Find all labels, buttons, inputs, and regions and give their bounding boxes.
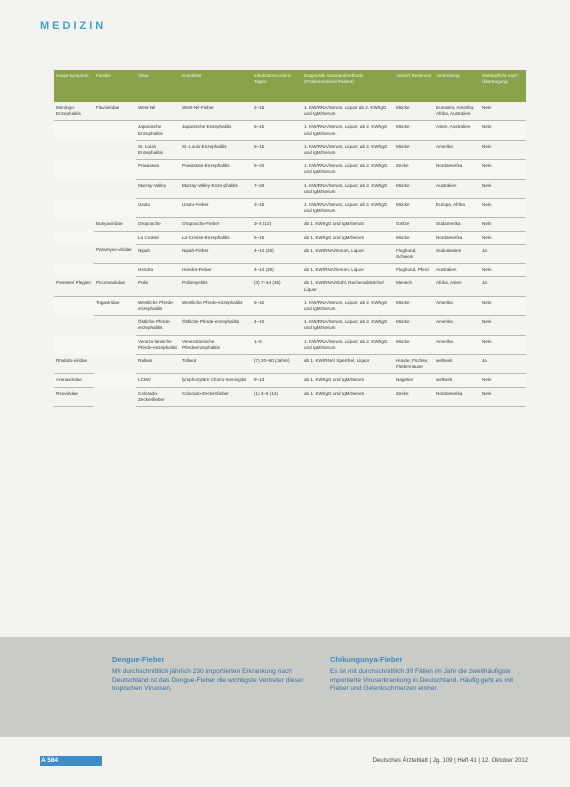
header-vektor: Vektor/ Reservoir xyxy=(394,70,434,102)
table-row xyxy=(54,102,526,121)
cell-familie xyxy=(94,121,136,140)
table-row xyxy=(54,179,526,198)
table-row xyxy=(54,264,526,277)
table-body xyxy=(54,102,526,407)
cell-krankheit: Powassan-Enzephalitis xyxy=(180,160,252,179)
cell-verbreitung: Amerika xyxy=(434,316,480,335)
cell-diagnostik: ab 1. KW/IgG und IgM/Serum xyxy=(302,231,394,244)
cell-krankheit: Östliche Pferde-enzephalitis xyxy=(180,316,252,335)
cell-virus: Usutu xyxy=(136,199,180,218)
cell-inkubationszeit: (1) 3–6 (14) xyxy=(252,387,302,406)
cell-verbreitung: Europa, Afrika xyxy=(434,199,480,218)
cell-familie xyxy=(94,199,136,218)
cell-inkubationszeit: 4–14 (30) xyxy=(252,244,302,263)
cell-verbreitung: weltweit xyxy=(434,374,480,387)
table-row xyxy=(54,355,526,374)
cell-meldepflicht: Nein xyxy=(480,102,526,121)
cell-verbreitung: Australien xyxy=(434,264,480,277)
cell-diagnostik: ab 1. KW/RNA/Serum, Liquor xyxy=(302,244,394,263)
cell-inkubationszeit: 1–6 xyxy=(252,335,302,354)
cell-diagnostik: ab 1. KW/RNA/ Speichel, Liquor xyxy=(302,355,394,374)
header-verbreitung: Verbreitung xyxy=(434,70,480,102)
cell-vektor: Flughund, Pferd xyxy=(394,264,434,277)
cell-hauptsymptom: Rhabdo-viridae xyxy=(54,355,94,374)
cell-krankheit: La-Crosse-Enzephalitis xyxy=(180,231,252,244)
cell-krankheit: Colorado-Zeckenfieber xyxy=(180,387,252,406)
section-label: MEDIZIN xyxy=(40,20,107,32)
cell-virus: Japanische Enzephalitis xyxy=(136,121,180,140)
cell-inkubationszeit: 3–16 xyxy=(252,199,302,218)
cell-verbreitung: Eurasien, Amerika, Afrika, Australien xyxy=(434,102,480,121)
cell-virus: Östliche Pferde-enzephalitis xyxy=(136,316,180,335)
cell-inkubationszeit: (3) 7–14 (35) xyxy=(252,277,302,296)
cell-vektor: Mücke xyxy=(394,316,434,335)
table-row xyxy=(54,277,526,296)
cell-krankheit: lymphozytäre Chorio-meningitis xyxy=(180,374,252,387)
cell-verbreitung: Afrika, Asien xyxy=(434,277,480,296)
cell-hauptsymptom: Paresen/ Plegien xyxy=(54,277,94,296)
cell-diagnostik: ab 1. KW/RNA/Serum, Liquor xyxy=(302,264,394,277)
cell-meldepflicht: Nein xyxy=(480,140,526,159)
cell-meldepflicht: Nein xyxy=(480,179,526,198)
cell-verbreitung: Südamerika xyxy=(434,218,480,231)
cell-diagnostik: ab 1. KW/IgG und IgM/Serum xyxy=(302,374,394,387)
cell-inkubationszeit: 8–34 xyxy=(252,160,302,179)
cell-familie: Picornaviridae xyxy=(94,277,136,296)
cell-familie: Flaviviridae xyxy=(94,102,136,121)
header-inkubationszeit: Inkubations-zeit in Tagen xyxy=(252,70,302,102)
cell-verbreitung: Amerika xyxy=(434,335,480,354)
cell-hauptsymptom xyxy=(54,244,94,263)
cell-vektor: Mücke xyxy=(394,296,434,315)
journal-citation: Deutsches Ärzteblatt | Jg. 109 | Heft 41 | 12. Oktober 2012 xyxy=(372,758,528,764)
cell-diagnostik: 1. KW/RNA/Serum, Liquor, ab 2. KW/IgG und IgM/Serum xyxy=(302,335,394,354)
cell-familie xyxy=(94,160,136,179)
cell-familie xyxy=(94,231,136,244)
table-header-row xyxy=(54,70,526,102)
cell-virus: Rabies xyxy=(136,355,180,374)
table-row xyxy=(54,296,526,315)
cell-inkubationszeit: 7–28 xyxy=(252,179,302,198)
cell-hauptsymptom: Meningo-Enzephalitis xyxy=(54,102,94,121)
info-title-dengue: Dengue-Fieber xyxy=(112,655,165,664)
cell-virus: Nipah xyxy=(136,244,180,263)
cell-vektor: Zecke xyxy=(394,160,434,179)
table-row xyxy=(54,199,526,218)
cell-diagnostik: 1. KW/RNA/Serum, Liquor, ab 2. KW/IgG und IgM/Serum xyxy=(302,160,394,179)
cell-meldepflicht: Nein xyxy=(480,121,526,140)
cell-familie xyxy=(94,335,136,354)
cell-familie: Paramyxo-viridae xyxy=(94,244,136,263)
cell-krankheit: Poliomyelitis xyxy=(180,277,252,296)
cell-krankheit: Oropouche-Fieber xyxy=(180,218,252,231)
cell-vektor: Mücke xyxy=(394,121,434,140)
cell-hauptsymptom xyxy=(54,264,94,277)
cell-virus: La Crosse xyxy=(136,231,180,244)
cell-vektor: Nagetier xyxy=(394,374,434,387)
cell-virus: Oropouche xyxy=(136,218,180,231)
cell-hauptsymptom xyxy=(54,121,94,140)
cell-meldepflicht: Nein xyxy=(480,316,526,335)
header-krankheit: Krankheit xyxy=(180,70,252,102)
cell-inkubationszeit: 3–4 (12) xyxy=(252,218,302,231)
cell-familie: Togaviridae xyxy=(94,296,136,315)
cell-vektor: Mücke xyxy=(394,140,434,159)
table-row xyxy=(54,140,526,159)
cell-hauptsymptom: Arenaviridae xyxy=(54,374,94,387)
cell-familie xyxy=(94,387,136,406)
cell-familie: Bunyaviridae xyxy=(94,218,136,231)
header-hauptsymptom: Haupt-symptom xyxy=(54,70,94,102)
table-row xyxy=(54,231,526,244)
cell-verbreitung: Südostasien xyxy=(434,244,480,263)
cell-familie xyxy=(94,179,136,198)
cell-verbreitung: Nordamerika xyxy=(434,160,480,179)
cell-virus: West-Nil xyxy=(136,102,180,121)
cell-hauptsymptom xyxy=(54,231,94,244)
cell-virus: Westliche Pferde-enzephalitis xyxy=(136,296,180,315)
cell-diagnostik: 1. KW/RNA/Serum, Liquor, ab 2. KW/IgG und IgM/Serum xyxy=(302,316,394,335)
cell-meldepflicht: Ja xyxy=(480,355,526,374)
cell-virus: LCMV xyxy=(136,374,180,387)
table-row xyxy=(54,335,526,354)
cell-meldepflicht: Nein xyxy=(480,387,526,406)
cell-hauptsymptom xyxy=(54,160,94,179)
cell-meldepflicht: Nein xyxy=(480,296,526,315)
info-title-chikungunya: Chikungunya-Fieber xyxy=(330,655,403,664)
info-box-dengue xyxy=(112,655,312,694)
cell-meldepflicht: Ja xyxy=(480,277,526,296)
cell-virus: Hendra xyxy=(136,264,180,277)
table-row xyxy=(54,244,526,263)
header-familie: Familie xyxy=(94,70,136,102)
cell-virus: Powassan xyxy=(136,160,180,179)
cell-hauptsymptom xyxy=(54,140,94,159)
cell-krankheit: Venezolanische Pferdeenzephalitis xyxy=(180,335,252,354)
cell-virus: Murray-Valley xyxy=(136,179,180,198)
cell-vektor: Gnitze xyxy=(394,218,434,231)
cell-meldepflicht: Ja xyxy=(480,244,526,263)
cell-hauptsymptom xyxy=(54,296,94,315)
cell-virus: Colorado-Zeckenfieber xyxy=(136,387,180,406)
cell-virus: Venezo-lanische Pferde-enzephalitis xyxy=(136,335,180,354)
cell-vektor: Mücke xyxy=(394,199,434,218)
cell-verbreitung: weltweit xyxy=(434,355,480,374)
cell-krankheit: Westliche Pferde-enzephalitis xyxy=(180,296,252,315)
cell-meldepflicht: Nein xyxy=(480,160,526,179)
cell-diagnostik: 1. KW/RNA/Serum, Liquor ab 2. KW/IgG und IgM/Serum xyxy=(302,102,394,121)
cell-familie xyxy=(94,264,136,277)
cell-hauptsymptom xyxy=(54,316,94,335)
page-number: A 584 xyxy=(41,757,59,764)
info-text-chikungunya: Es ist mit durchschnittlich 30 Fällen im Jahr die zweithäufigste importierte Viruserkrankung in Deutschland. Häufig geht es mit Fieber und Gelenkschmerzen einher. xyxy=(330,668,514,693)
cell-krankheit: Hendra-Fieber xyxy=(180,264,252,277)
cell-meldepflicht: Nein xyxy=(480,231,526,244)
cell-vektor: Hunde, Füchse, Fledermäuse xyxy=(394,355,434,374)
cell-verbreitung: Nordamerika xyxy=(434,231,480,244)
cell-verbreitung: Amerika xyxy=(434,296,480,315)
cell-familie xyxy=(94,374,136,387)
cell-diagnostik: 1. KW/RNA/Serum, Liquor, ab 2. KW/IgG und IgM/Serum xyxy=(302,140,394,159)
cell-vektor: Flughund, Schwein xyxy=(394,244,434,263)
table-row xyxy=(54,218,526,231)
cell-inkubationszeit: 4–10 xyxy=(252,316,302,335)
cell-inkubationszeit: 5–15 xyxy=(252,140,302,159)
cell-diagnostik: 1. KW/RNA/Serum, Liquor, ab 2. KW/IgG und IgM/Serum xyxy=(302,296,394,315)
cell-diagnostik: 1. KW/RNA/Serum, Liquor, ab 2. KW/IgG und IgM/Serum xyxy=(302,199,394,218)
cell-vektor: Mücke xyxy=(394,335,434,354)
cell-diagnostik: ab 1. KW/IgG und IgM/Serum xyxy=(302,387,394,406)
cell-inkubationszeit: 8–13 xyxy=(252,374,302,387)
cell-vektor: Mücke xyxy=(394,179,434,198)
cell-krankheit: West-Nil-Fieber xyxy=(180,102,252,121)
cell-virus: St. Louis Enzephalitis xyxy=(136,140,180,159)
cell-meldepflicht: Nein xyxy=(480,199,526,218)
cell-familie xyxy=(94,316,136,335)
info-text-dengue: Mit durchschnittlich jährlich 230 importierten Erkrankung nach Deutschland ist das Dengue-Fieber die wichtigste Vertreter dieser tropischen Viruosen. xyxy=(112,668,304,693)
cell-virus: Polio xyxy=(136,277,180,296)
cell-vektor: Zecke xyxy=(394,387,434,406)
cell-diagnostik: ab 1. KW/IgG und IgM/Serum xyxy=(302,218,394,231)
cell-krankheit: St.-Louis-Enzephalitis xyxy=(180,140,252,159)
cell-vektor: Mücke xyxy=(394,231,434,244)
virus-table-container xyxy=(54,70,526,407)
cell-verbreitung: Australien xyxy=(434,179,480,198)
header-meldepflicht: Meldepflicht nach Übertragung xyxy=(480,70,526,102)
table-row xyxy=(54,121,526,140)
table-row xyxy=(54,316,526,335)
cell-inkubationszeit: 5–15 xyxy=(252,231,302,244)
cell-vektor: Mücke xyxy=(394,102,434,121)
cell-hauptsymptom xyxy=(54,335,94,354)
cell-krankheit: Usutu-Fieber xyxy=(180,199,252,218)
cell-meldepflicht: Nein xyxy=(480,374,526,387)
cell-meldepflicht: Nein xyxy=(480,264,526,277)
cell-inkubationszeit: 5–15 xyxy=(252,121,302,140)
cell-familie xyxy=(94,355,136,374)
cell-inkubationszeit: 2–15 xyxy=(252,102,302,121)
virus-table xyxy=(54,70,526,407)
info-box-chikungunya xyxy=(330,655,530,694)
cell-krankheit: Murray-Valley-Enze-phalitis xyxy=(180,179,252,198)
cell-krankheit: Nipah-Fieber xyxy=(180,244,252,263)
cell-inkubationszeit: (7) 20–90 (Jahre) xyxy=(252,355,302,374)
cell-meldepflicht: Nein xyxy=(480,335,526,354)
cell-vektor: Mensch xyxy=(394,277,434,296)
cell-verbreitung: Nordamerika xyxy=(434,387,480,406)
cell-diagnostik: 1. KW/RNA/Serum, Liquor, ab 2. KW/IgG und IgM/Serum xyxy=(302,121,394,140)
cell-familie xyxy=(94,140,136,159)
cell-verbreitung: Amerika xyxy=(434,140,480,159)
cell-meldepflicht: Nein xyxy=(480,218,526,231)
cell-hauptsymptom xyxy=(54,199,94,218)
cell-inkubationszeit: 5–10 xyxy=(252,296,302,315)
header-virus: Virus xyxy=(136,70,180,102)
table-row xyxy=(54,160,526,179)
table-row xyxy=(54,387,526,406)
cell-krankheit: Japanische Enzephalitis xyxy=(180,121,252,140)
cell-diagnostik: 1. KW/RNA/Serum, Liquor, ab 2. KW/IgG und IgM/Serum xyxy=(302,179,394,198)
cell-hauptsymptom xyxy=(54,218,94,231)
cell-hauptsymptom: Reoviridae xyxy=(54,387,94,406)
cell-inkubationszeit: 4–14 (30) xyxy=(252,264,302,277)
cell-hauptsymptom xyxy=(54,179,94,198)
cell-krankheit: Tollwut xyxy=(180,355,252,374)
cell-verbreitung: Asien, Australien xyxy=(434,121,480,140)
cell-diagnostik: ab 1. KW/RNA/Stuhl, Rachenabstriche/ Liquor xyxy=(302,277,394,296)
header-diagnostik: Diagnostik Standardmethode (Probenmaterial Patient) xyxy=(302,70,394,102)
table-row xyxy=(54,374,526,387)
